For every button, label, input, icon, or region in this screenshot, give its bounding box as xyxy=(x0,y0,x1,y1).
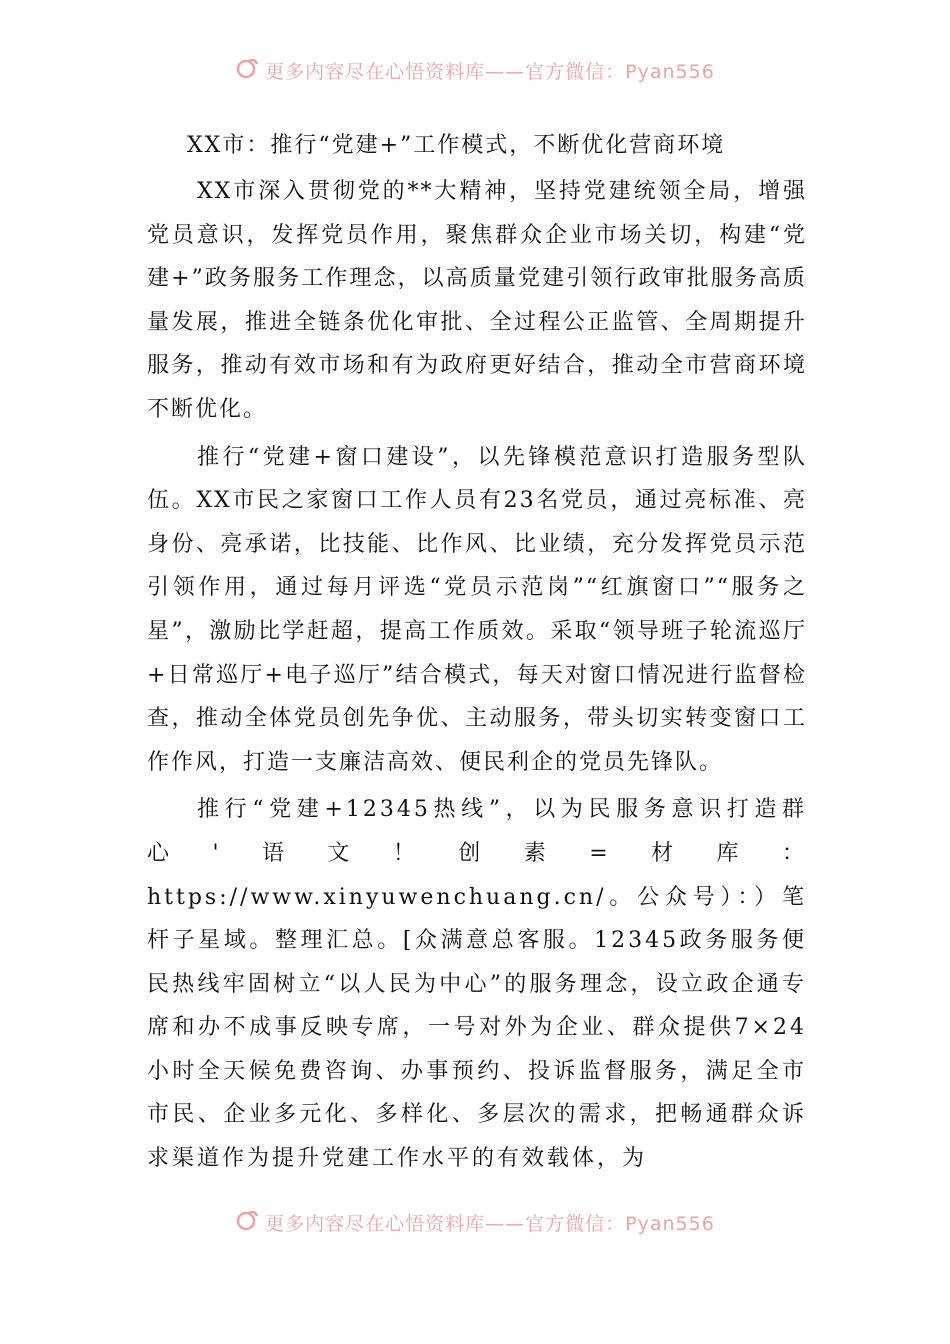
watermark-text: 更多内容尽在心悟资料库——官方微信：Pyan556 xyxy=(265,1213,715,1235)
logo-icon xyxy=(235,56,259,85)
footer-watermark xyxy=(0,1208,950,1237)
paragraph-hotline: 推行“党建+12345热线”，以为民服务意识打造群心'语文！创素=材库：https://www.xinyuwenchuang.cn/。公众号）：）笔杆子星域。整理汇总。[众满意总客服。12345政务服务便民热线牢固树立“以人民为中心”的服务理念，设立政企通专席和办不成事反映专席，一号对外为企业、群众提供7×24小时全天候免费咨询、办事预约、投诉监督服务，满足全市市民、企业多元化、多样化、多层次的需求，把畅通群众诉求渠道作为提升党建工作水平的有效载体，为 xyxy=(147,797,807,1172)
logo-icon xyxy=(235,1208,259,1237)
watermark-text: 更多内容尽在心悟资料库——官方微信：Pyan556 xyxy=(265,61,715,83)
header-watermark xyxy=(0,56,950,85)
paragraph-window-building: 推行“党建+窗口建设”，以先锋模范意识打造服务型队伍。XX市民之家窗口工作人员有23名党员，通过亮标准、亮身份、亮承诺，比技能、比作风、比业绩，充分发挥党员示范引领作用，通过每月评选“党员示范岗”“红旗窗口”“服务之星”，激励比学赶超，提高工作质效。采取“领导班子轮流巡厅+日常巡厅+电子巡厅”结合模式，每天对窗口情况进行监督检查，推动全体党员创先争优、主动服务，带头切实转变窗口工作作风，打造一支廉洁高效、便民利企的党员先锋队。 xyxy=(147,444,807,775)
paragraph-intro: XX市深入贯彻党的**大精神，坚持党建统领全局，增强党员意识，发挥党员作用，聚焦群众企业市场关切，构建“党建+”政务服务工作理念，以高质量党建引领行政审批服务高质量发展，推进全链条优化审批、全过程公正监管、全周期提升服务，推动有效市场和有为政府更好结合，推动全市营商环境不断优化。 xyxy=(147,179,807,422)
document-body xyxy=(147,126,807,1185)
document-title: XX市：推行“党建+”工作模式，不断优化营商环境 xyxy=(187,133,726,158)
